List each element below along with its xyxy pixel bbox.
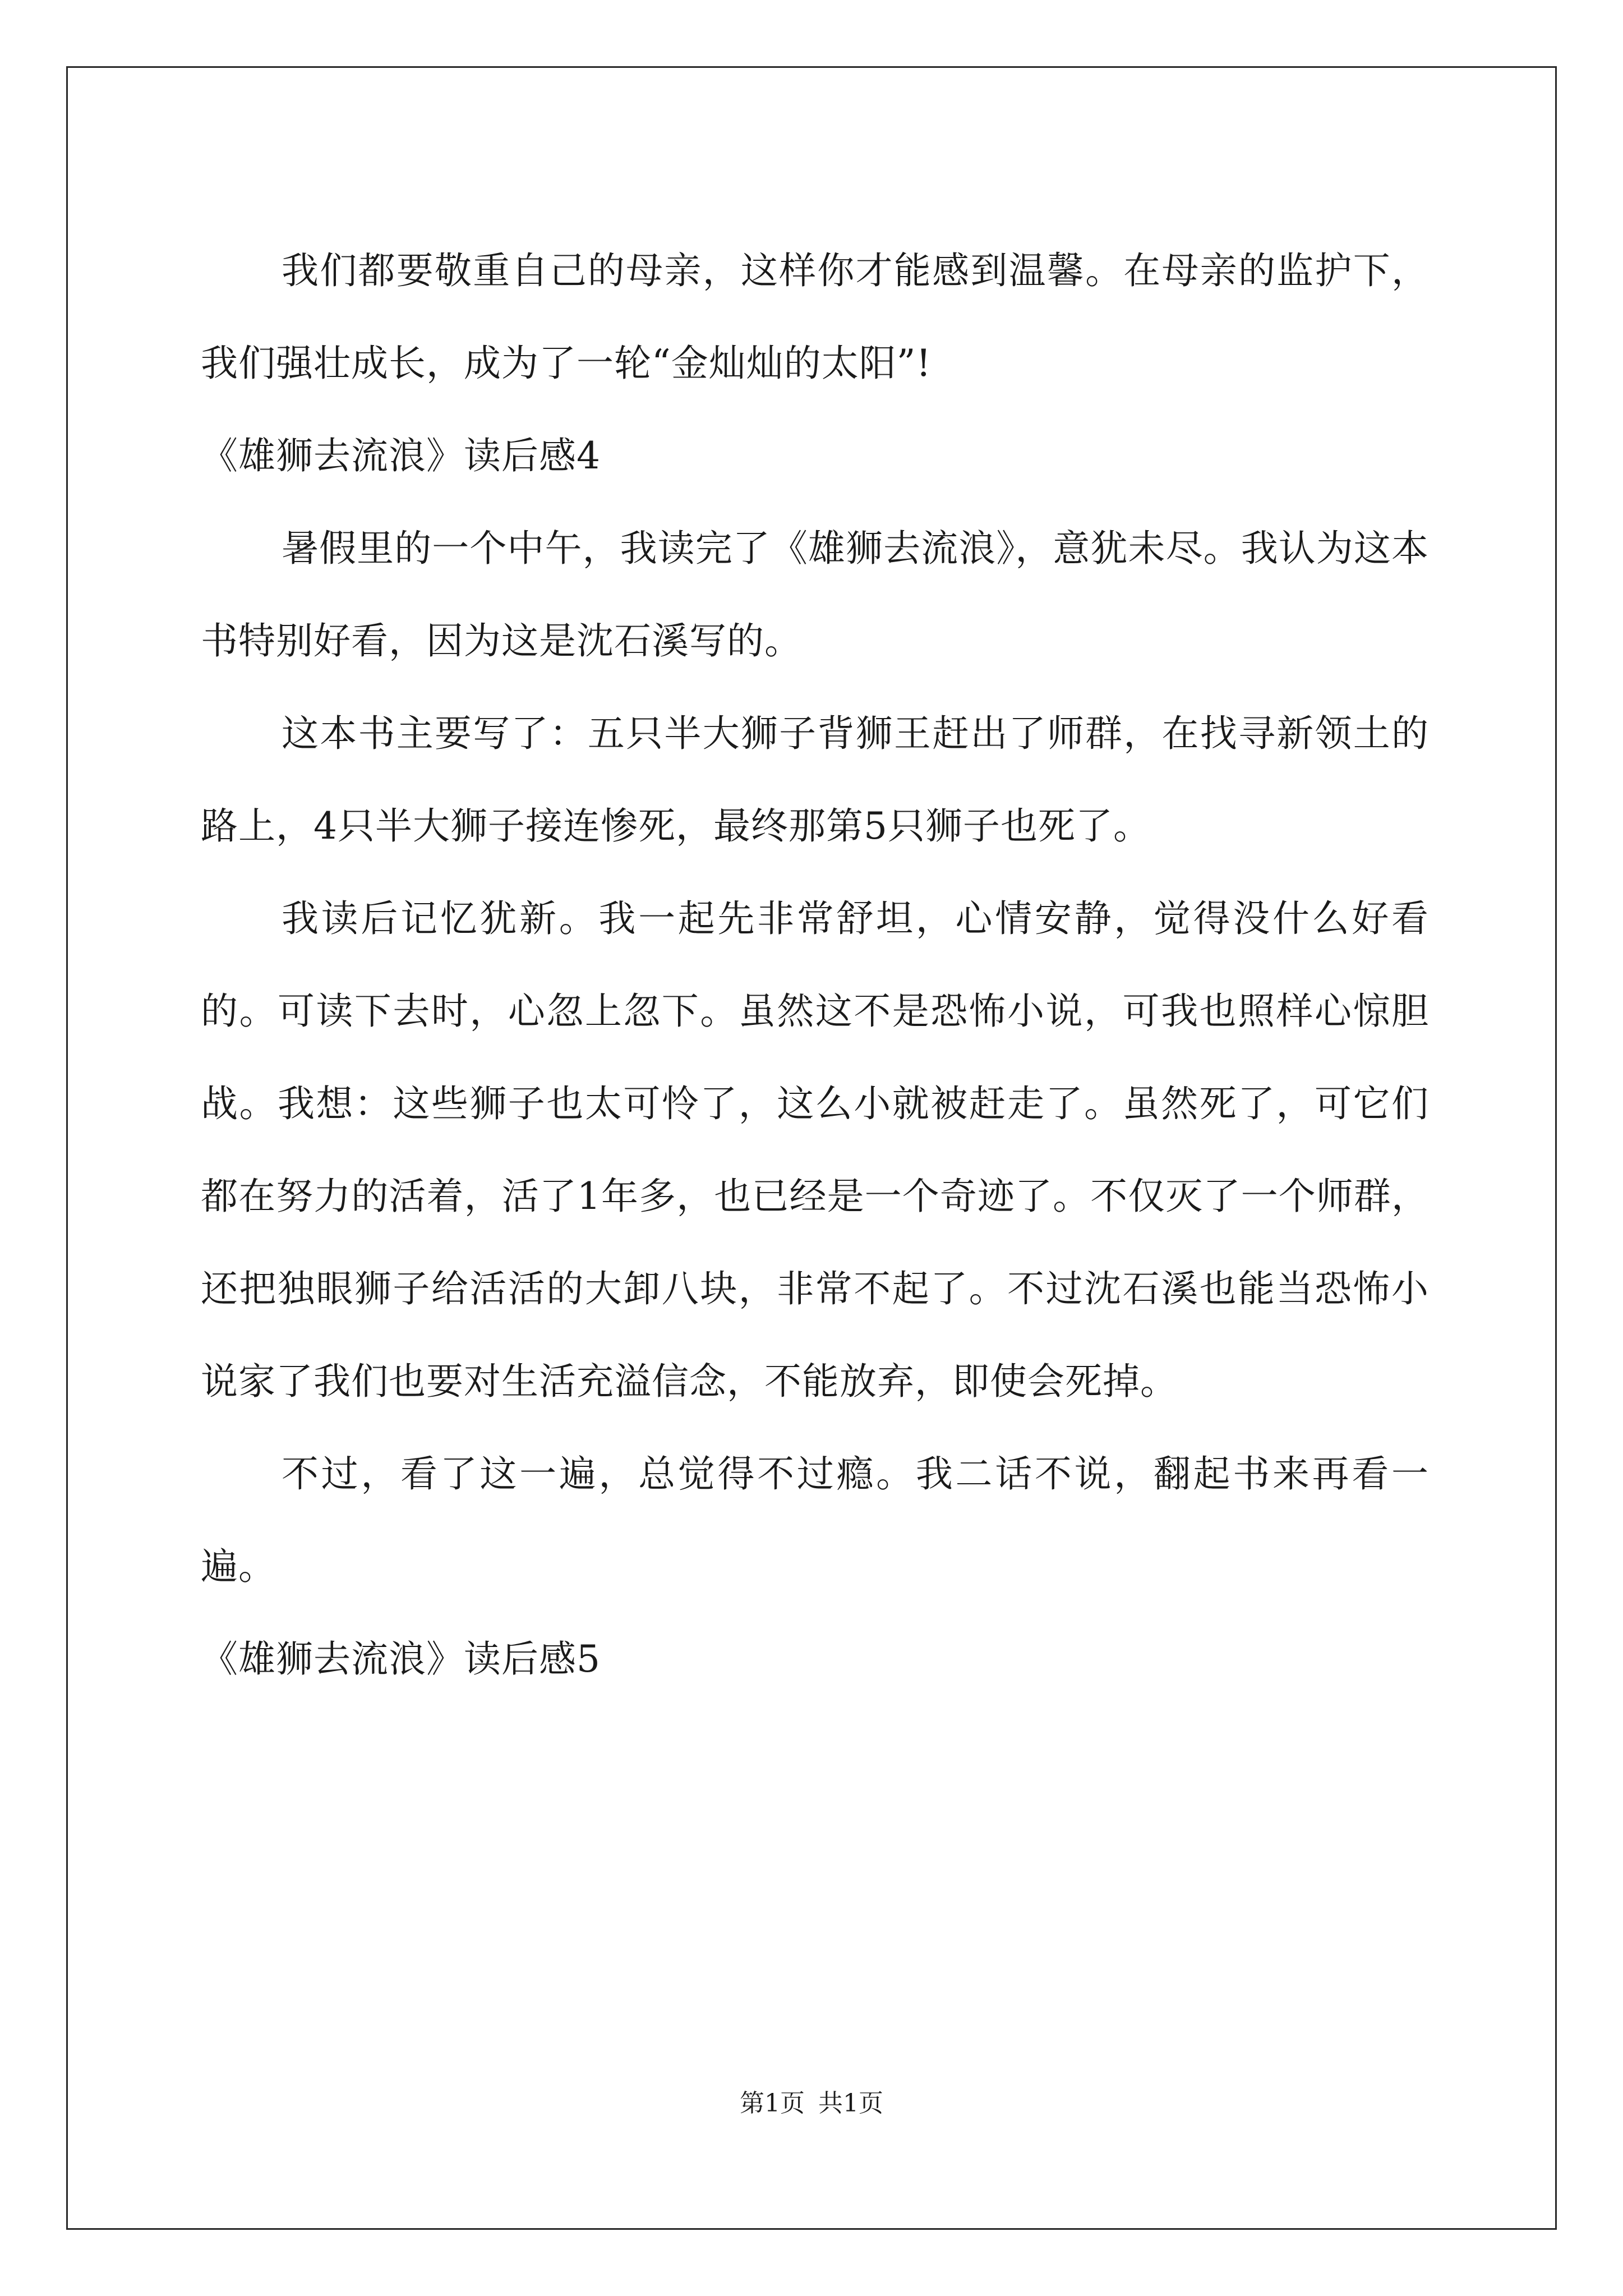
section-heading-5: 《雄狮去流浪》读后感5 (201, 1637, 601, 1681)
document-body (201, 224, 1429, 1705)
paragraph-1: 我们都要敬重自己的母亲，这样你才能感到温馨。在母亲的监护下，我们强壮成长，成为了一轮“金灿灿的太阳”! (201, 249, 1429, 385)
page-total: 共1页 (818, 2089, 883, 2118)
paragraph-3: 这本书主要写了：五只半大狮子背狮王赶出了师群，在找寻新领土的路上，4只半大狮子接连惨死，最终那第5只狮子也死了。 (201, 712, 1429, 848)
paragraph-5: 不过，看了这一遍，总觉得不过瘾。我二话不说，翻起书来再看一遍。 (201, 1452, 1429, 1588)
paragraph-2: 暑假里的一个中午，我读完了《雄狮去流浪》，意犹未尽。我认为这本书特别好看，因为这是沈石溪写的。 (201, 527, 1429, 662)
paragraph-4: 我读后记忆犹新。我一起先非常舒坦，心情安静，觉得没什么好看的。可读下去时，心忽上忽下。虽然这不是恐怖小说，可我也照样心惊胆战。我想：这些狮子也太可怜了，这么小就被赶走了。虽然死了，可它们都在努力的活着，活了1年多，也已经是一个奇迹了。不仅灭了一个师群，还把独眼狮子给活活的大卸八块，非常不起了。不过沈石溪也能当恐怖小说家了我们也要对生活充溢信念，不能放弃，即使会死掉。 (201, 897, 1429, 1403)
page-number: 第1页 (740, 2089, 805, 2118)
section-heading-4: 《雄狮去流浪》读后感4 (201, 434, 601, 477)
page-footer (0, 2087, 1623, 2120)
